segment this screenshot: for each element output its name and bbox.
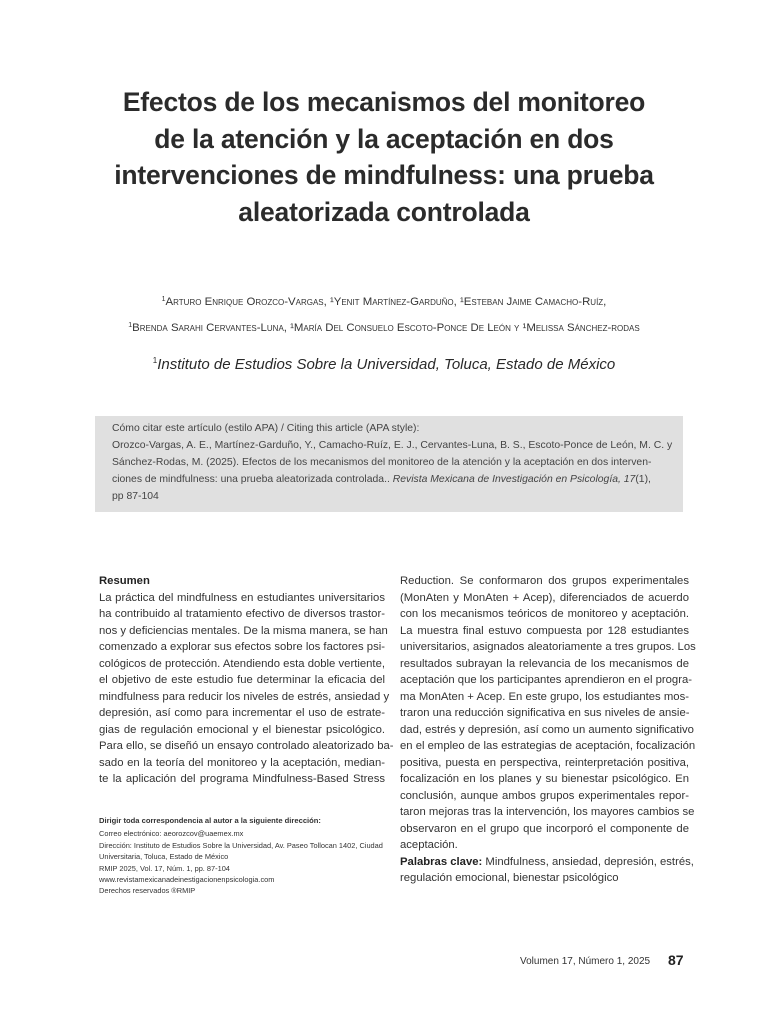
citation-line: Sánchez-Rodas, M. (2025). Efectos de los mecanismos del monitoreo de la atención y la aceptación en dos interven- xyxy=(112,457,652,468)
text-line: Universitaria, Toluca, Estado de México xyxy=(99,852,229,862)
text-line: Reduction. Se conformaron dos grupos experimentales xyxy=(400,575,689,587)
text-line: comenzado a explorar sus efectos sobre los factores psi- xyxy=(99,641,385,653)
citation-box xyxy=(95,416,683,512)
title-line: de la atención y la aceptación en dos xyxy=(154,123,614,154)
author-line-text: Arturo Enrique Orozco-Vargas, ¹Yenit Martínez-Garduño, ¹Esteban Jaime Camacho-Ruíz, xyxy=(165,296,607,308)
text-line: Derechos reservados ®RMIP xyxy=(99,886,196,896)
keywords-text: Mindfulness, ansiedad, depresión, estrés, xyxy=(482,855,694,868)
abstract-right-column xyxy=(400,573,696,887)
text-line: Dirección: Instituto de Estudios Sobre la Universidad, Av. Paseo Tollocan 1402, Ciudad xyxy=(99,840,383,850)
abstract-right-text xyxy=(400,573,696,854)
text-line: con los mecanismos teóricos de monitoreo y aceptación. xyxy=(400,608,689,620)
footer-volume: Volumen 17, Número 1, 2025 xyxy=(520,956,651,967)
text-line: ma MonAten + Acep. En este grupo, los estudiantes mos- xyxy=(400,690,689,703)
text-line: ha contribuido al tratamiento efectivo de diversos trastor- xyxy=(99,608,385,620)
author-line xyxy=(40,288,728,314)
author-line xyxy=(40,314,728,340)
text-line: positiva, puesta en perspectiva, reinterpretación positiva, xyxy=(400,756,689,769)
text-line: focalización en los planes y su bienestar psicológico. En xyxy=(400,773,689,785)
text-line: traron una reducción significativa en sus niveles de ansie- xyxy=(400,707,690,719)
text-line: te la aplicación del programa Mindfulness-Based Stress xyxy=(99,773,385,785)
journal-issue: (1), xyxy=(635,474,651,485)
abstract-left-column xyxy=(99,573,394,788)
text-line: resultados subrayan la relevancia de los mecanismos de xyxy=(400,657,689,670)
affiliation-marker: 1 xyxy=(152,356,158,365)
citation-line xyxy=(112,471,671,488)
citation-text: ciones de mindfulness: una prueba aleatorizada controlada.. xyxy=(112,474,393,485)
title-line: intervenciones de mindfulness: una prueba xyxy=(114,160,654,190)
citation-heading: Cómo citar este artículo (estilo APA) / Citing this article (APA style): xyxy=(112,423,420,434)
abstract-left-text xyxy=(99,590,394,788)
text-line: mindfulness para reducir los niveles de estrés, ansiedad y xyxy=(99,690,390,703)
abstract-heading: Resumen xyxy=(99,575,150,587)
correspondence-details xyxy=(99,828,389,896)
title-line: aleatorizada controlada xyxy=(238,196,530,227)
keywords-text-continued: regulación emocional, bienestar psicológico xyxy=(400,872,619,884)
affiliation-marker: 1 xyxy=(128,322,133,329)
text-line: Correo electrónico: aeorozcov@uaemex.mx xyxy=(99,829,244,839)
text-line: depresión, así como para incrementar el uso de estrate- xyxy=(99,707,385,719)
keywords-label: Palabras clave: xyxy=(400,855,483,868)
text-line: gias de regulación emocional y el bienestar psicológico. xyxy=(99,723,385,736)
text-line: La práctica del mindfulness en estudiantes universitarios xyxy=(99,591,385,604)
citation-pages: pp 87-104 xyxy=(112,491,159,502)
correspondence-heading: Dirigir toda correspondencia al autor a la siguiente dirección: xyxy=(99,816,321,825)
text-line: universitarios, asignados aleatoriamente a tres grupos. Los xyxy=(400,641,696,653)
text-line: taron mejoras tras la intervención, los mayores cambios se xyxy=(400,806,695,818)
keywords-line xyxy=(400,854,694,871)
text-line: nos y deficiencias mentales. De la misma manera, se han xyxy=(99,624,388,637)
article-title xyxy=(60,84,708,230)
author-list xyxy=(40,288,728,340)
text-line: RMIP 2025, Vol. 17, Núm. 1, pp. 87-104 xyxy=(99,863,230,873)
text-line: www.revistamexicanadeinestigacionenpsicologia.com xyxy=(99,875,275,885)
text-line: conclusión, aunque ambos grupos experimentales repor- xyxy=(400,789,689,802)
text-line: el objetivo de este estudio fue determinar la eficacia del xyxy=(99,674,385,686)
citation-line: Orozco-Vargas, A. E., Martínez-Garduño, Y., Camacho-Ruíz, E. J., Cervantes-Luna, B. S., Escoto-Ponce de León, M. C. y xyxy=(112,440,673,451)
text-line: dad, estrés y depresión, así como un aumento significativo xyxy=(400,723,694,736)
affiliation-text: Instituto de Estudios Sobre la Universidad, Toluca, Estado de México xyxy=(157,356,616,373)
text-line: Para ello, se diseñó un ensayo controlado aleatorizado ba- xyxy=(99,740,394,752)
page-number: 87 xyxy=(668,952,684,968)
affiliation xyxy=(60,356,708,373)
text-line: aceptación. xyxy=(400,839,458,851)
title-line: Efectos de los mecanismos del monitoreo xyxy=(122,87,646,117)
correspondence-block xyxy=(99,815,389,897)
journal-name: Revista Mexicana de Investigación en Psicología, 17 xyxy=(392,474,636,485)
text-line: cológicos de protección. Atendiendo esta doble vertiente, xyxy=(99,657,385,670)
author-line-text: Brenda Sarahi Cervantes-Luna, ¹María Del Consuelo Escoto-Ponce De León y ¹Melissa Sánchez-rodas xyxy=(132,322,640,334)
text-line: aceptación que los participantes aprendieron en el progra- xyxy=(400,674,693,686)
affiliation-marker: 1 xyxy=(161,296,166,303)
text-line: sado en la teoría del monitoreo y la aceptación, median- xyxy=(99,756,385,769)
text-line: La muestra final estuvo compuesta por 128 estudiantes xyxy=(400,624,689,637)
text-line: observaron en el grupo que incorporó el componente de xyxy=(400,822,689,835)
text-line: en el empleo de las estrategias de aceptación, focalización xyxy=(400,740,696,752)
text-line: (MonAten y MonAten + Acep), diferenciados de acuerdo xyxy=(400,591,689,604)
